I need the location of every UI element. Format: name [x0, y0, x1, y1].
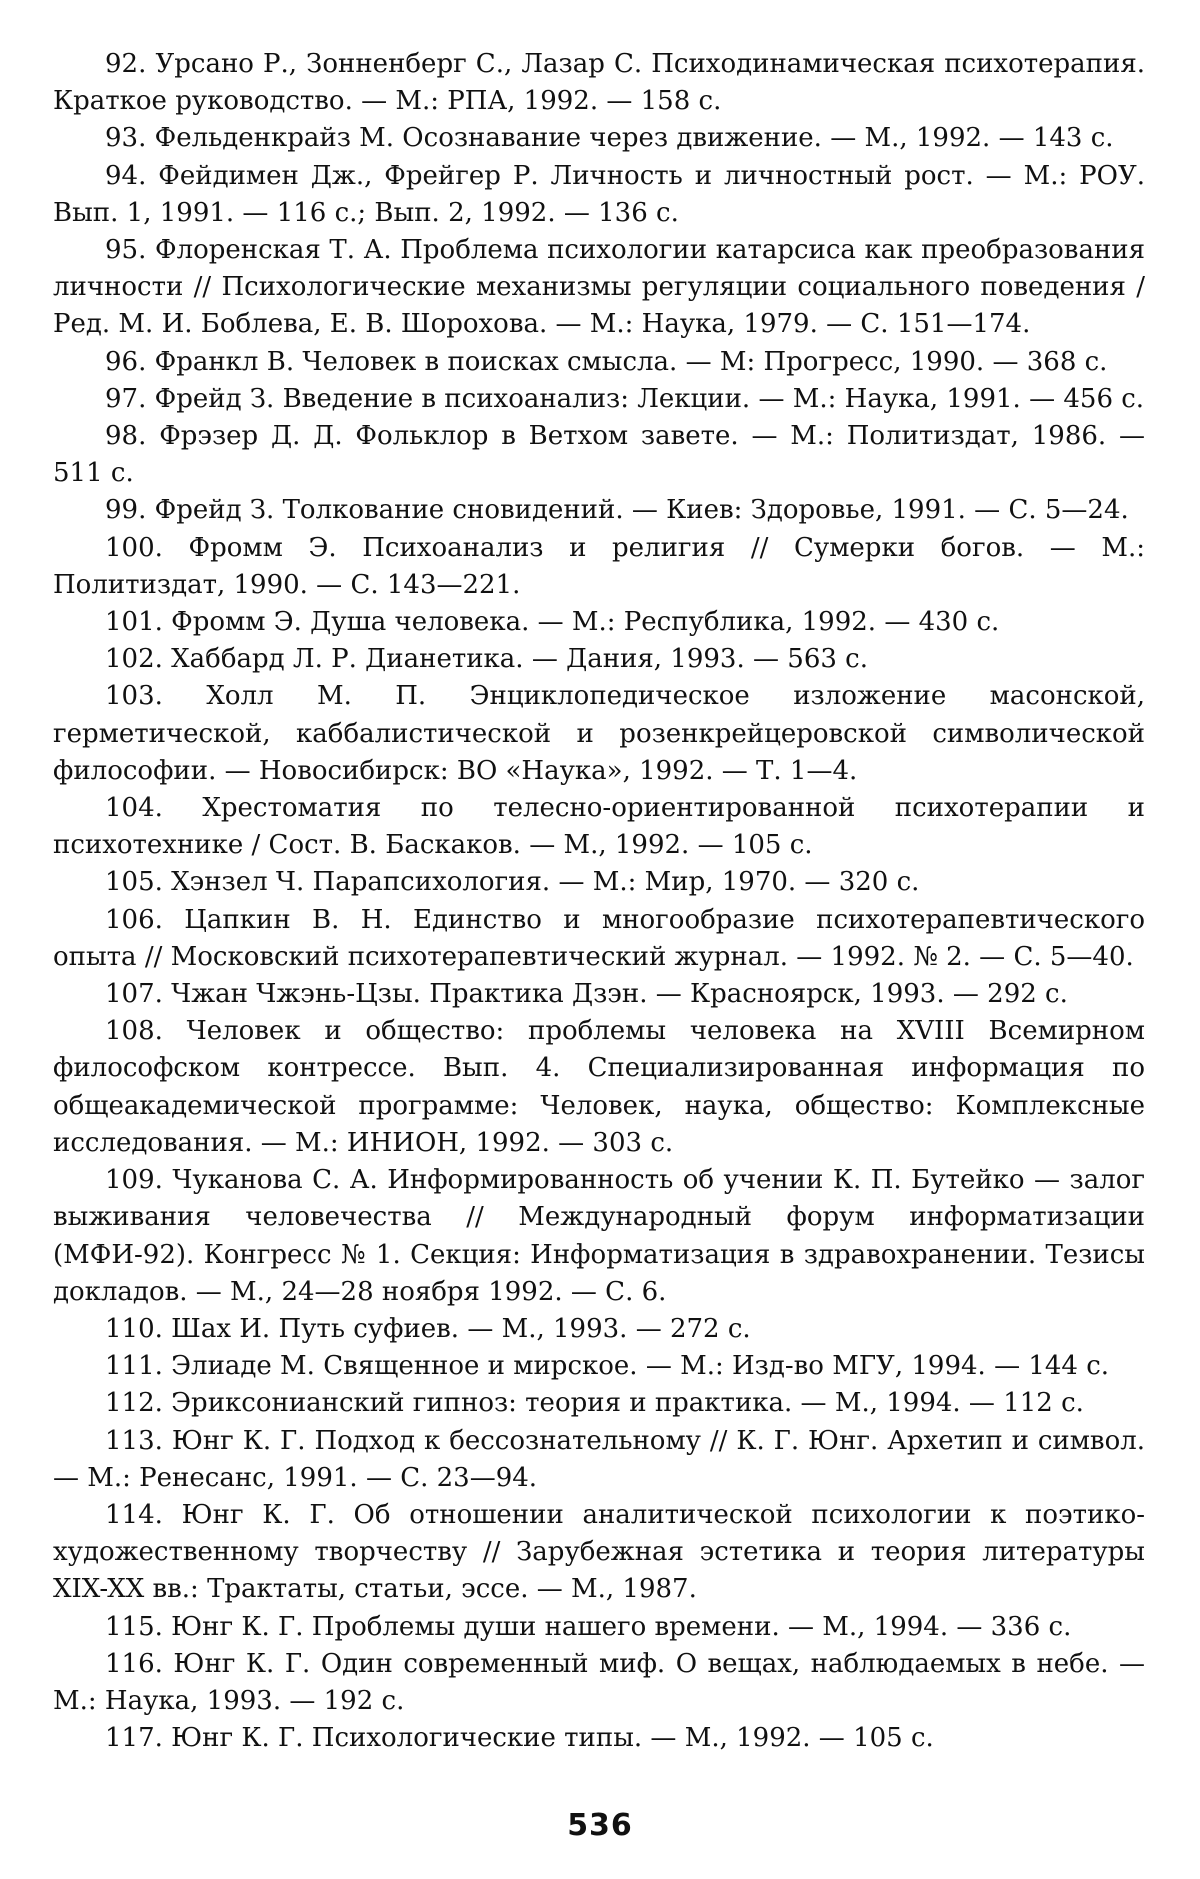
entry-number: 112. — [105, 1388, 163, 1419]
entry-text: Юнг К. Г. Об отношении аналитической психологии к поэтико-художественному творчеству // Зарубежная эстетика и теория литературы XIX-XX вв.: Трактаты, статьи, эссе. — М., 1987. — [53, 1499, 1146, 1605]
entry-number: 109. — [105, 1165, 163, 1196]
entry-number: 106. — [105, 904, 163, 935]
bibliography-entry-104 — [53, 790, 1145, 864]
entry-text: Хэнзел Ч. Парапсихология. — М.: Мир, 1970. — 320 с. — [171, 867, 920, 898]
bibliography-entry-105 — [53, 864, 1145, 901]
bibliography-entry-117 — [53, 1720, 1145, 1757]
entry-text: Хрестоматия по телесно-ориентированной психотерапии и психотехнике / Сост. В. Баскаков. — М., 1992. — 105 с. — [53, 793, 1146, 861]
bibliography-entry-106 — [53, 902, 1145, 976]
entry-number: 98. — [105, 421, 147, 452]
bibliography-entry-112 — [53, 1385, 1145, 1422]
entry-text: Юнг К. Г. Подход к бессознательному // К. Г. Юнг. Архетип и символ. — М.: Ренесанс, 1991. — С. 23—94. — [53, 1425, 1146, 1493]
entry-number: 97. — [105, 383, 147, 414]
entry-text: Цапкин В. Н. Единство и многообразие психотерапевтического опыта // Московский психотерапевтический журнал. — 1992. № 2. — С. 5—40. — [53, 904, 1145, 972]
bibliography-entry-92 — [53, 46, 1145, 120]
entry-number: 101. — [105, 607, 163, 638]
entry-text: Юнг К. Г. Один современный миф. О вещах, наблюдаемых в небе. — М.: Наука, 1993. — 192 с. — [53, 1648, 1146, 1716]
bibliography-entry-103 — [53, 678, 1145, 790]
entry-number: 115. — [105, 1611, 163, 1642]
bibliography-entry-93 — [53, 120, 1145, 157]
entry-text: Холл М. П. Энциклопедическое изложение масонской, герметической, каббалистической и розенкрейцеровской символической философии. — Новосибирск: ВО «Наука», 1992. — Т. 1—4. — [53, 681, 1146, 786]
entry-number: 95. — [105, 235, 147, 266]
bibliography-entry-97 — [53, 381, 1145, 418]
entry-number: 116. — [105, 1648, 163, 1679]
entry-number: 92. — [105, 49, 147, 79]
entry-text: Франкл В. Человек в поисках смысла. — М: Прогресс, 1990. — 368 с. — [154, 346, 1108, 377]
entry-number: 113. — [105, 1425, 163, 1456]
entry-number: 105. — [105, 867, 163, 898]
entry-number: 108. — [105, 1016, 163, 1047]
entry-text: Урсано Р., Зонненберг С., Лазар С. Психодинамическая психотерапия. Краткое руководство. — М.: РПА, 1992. — 158 с. — [53, 49, 1145, 117]
bibliography-entry-107 — [53, 976, 1145, 1013]
bibliography-entry-115 — [53, 1609, 1145, 1646]
entry-text: Фрейд З. Толкование сновидений. — Киев: Здоровье, 1991. — С. 5—24. — [154, 495, 1129, 526]
entry-text: Фрейд З. Введение в психоанализ: Лекции. — М.: Наука, 1991. — 456 с. — [154, 383, 1145, 414]
entry-text: Шах И. Путь суфиев. — М., 1993. — 272 с. — [171, 1313, 751, 1344]
bibliography-entry-101 — [53, 604, 1145, 641]
bibliography-entry-98 — [53, 418, 1145, 492]
entry-number: 102. — [105, 644, 163, 675]
entry-text: Элиаде М. Священное и мирское. — М.: Изд-во МГУ, 1994. — 144 с. — [171, 1351, 1110, 1382]
bibliography-entry-95 — [53, 232, 1145, 344]
page-number: 536 — [567, 1808, 633, 1843]
entry-text: Фромм Э. Душа человека. — М.: Республика, 1992. — 430 с. — [171, 607, 1000, 638]
entry-number: 96. — [105, 346, 147, 377]
bibliography-entry-114 — [53, 1497, 1145, 1609]
entry-text: Юнг К. Г. Проблемы души нашего времени. — М., 1994. — 336 с. — [171, 1611, 1072, 1642]
entry-number: 107. — [105, 979, 163, 1010]
bibliography-entry-96 — [53, 344, 1145, 381]
entry-text: Чжан Чжэнь-Цзы. Практика Дзэн. — Красноярск, 1993. — 292 с. — [171, 979, 1068, 1010]
bibliography-entry-100 — [53, 530, 1145, 604]
entry-number: 99. — [105, 495, 147, 526]
bibliography-entry-94 — [53, 158, 1145, 232]
bibliography-entry-113 — [53, 1423, 1145, 1497]
entry-text: Человек и общество: проблемы человека на XVIII Всемирном философском контрессе. Вып. 4. Специализированная информация по общеакадемической программе: Человек, наука, общество: Комплексные исследования. — М.: ИНИОН, 1992. — 303 с. — [53, 1016, 1145, 1158]
entry-number: 100. — [105, 532, 163, 563]
entry-number: 111. — [105, 1351, 163, 1382]
entry-number: 94. — [105, 160, 147, 191]
entry-text: Чуканова С. А. Информированность об учении К. П. Бутейко — залог выживания человечества // Международный форум информатизации (МФИ-92). Конгресс № 1. Секция: Информатизация в здравохранении. Тезисы докладов. — М., 24—28 ноября 1992. — С. 6. — [53, 1165, 1145, 1307]
bibliography-entry-111 — [53, 1348, 1145, 1385]
entry-text: Фейдимен Дж., Фрейгер Р. Личность и личностный рост. — М.: РОУ. Вып. 1, 1991. — 116 с.; Вып. 2, 1992. — 136 с. — [53, 160, 1146, 228]
bibliography-entry-108 — [53, 1013, 1145, 1162]
bibliography-entry-109 — [53, 1162, 1145, 1311]
entry-text: Фельденкрайз М. Осознавание через движение. — М., 1992. — 143 с. — [154, 123, 1114, 154]
entry-text: Хаббард Л. Р. Дианетика. — Дания, 1993. — 563 с. — [171, 644, 868, 675]
entry-text: Фрэзер Д. Д. Фольклор в Ветхом завете. — М.: Политиздат, 1986. — 511 с. — [53, 421, 1146, 489]
entry-text: Фромм Э. Психоанализ и религия // Сумерки богов. — М.: Политиздат, 1990. — С. 143—221. — [53, 532, 1146, 600]
bibliography-entry-110 — [53, 1311, 1145, 1348]
bibliography-list — [53, 46, 1145, 1757]
entry-number: 104. — [105, 793, 163, 824]
entry-number: 110. — [105, 1313, 163, 1344]
entry-number: 117. — [105, 1723, 163, 1754]
bibliography-entry-99 — [53, 492, 1145, 529]
entry-text: Юнг К. Г. Психологические типы. — М., 1992. — 105 с. — [171, 1723, 934, 1754]
entry-number: 103. — [105, 681, 163, 712]
entry-number: 114. — [105, 1499, 163, 1530]
entry-text: Эриксонианский гипноз: теория и практика. — М., 1994. — 112 с. — [171, 1388, 1084, 1419]
bibliography-entry-116 — [53, 1646, 1145, 1720]
entry-number: 93. — [105, 123, 147, 154]
entry-text: Флоренская Т. А. Проблема психологии катарсиса как преобразования личности // Психологические механизмы регуляции социального поведения / Ред. М. И. Боблева, Е. В. Шорохова. — М.: Наука, 1979. — С. 151—174. — [53, 235, 1146, 340]
bibliography-entry-102 — [53, 641, 1145, 678]
